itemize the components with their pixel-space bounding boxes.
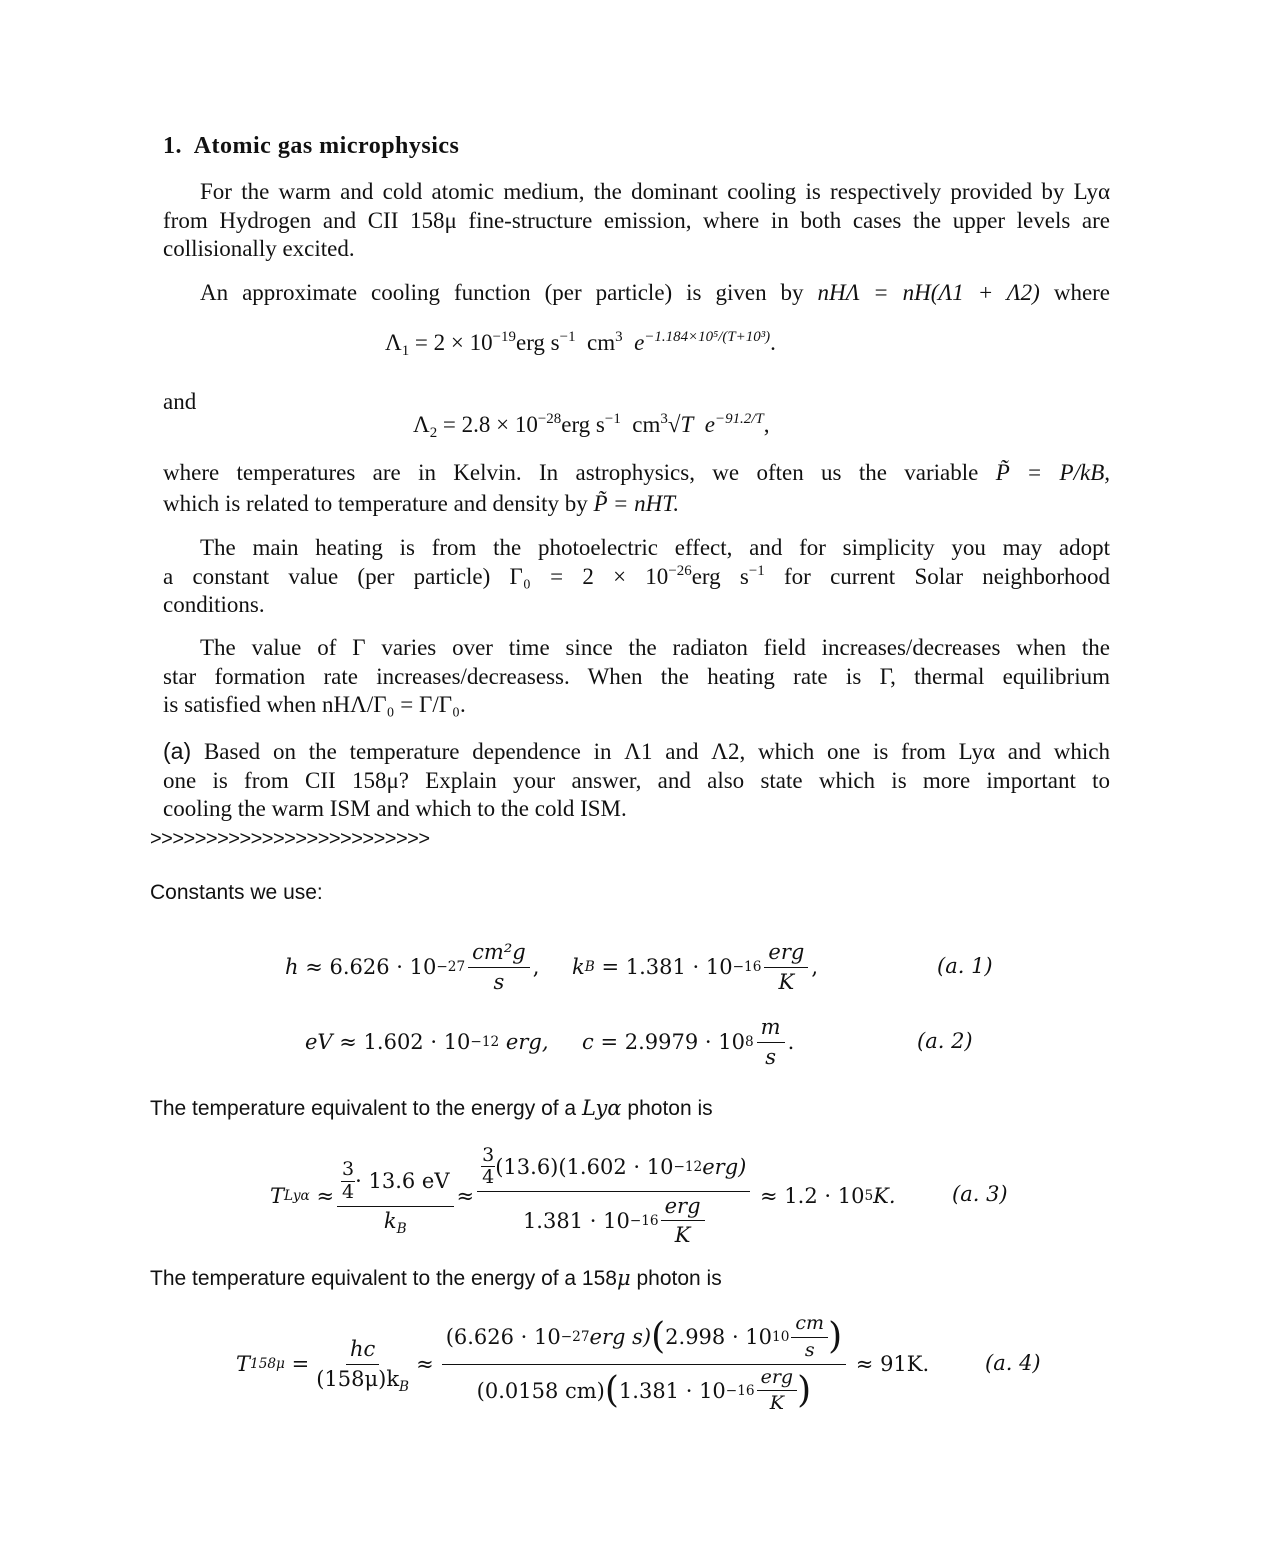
heating-line3: conditions.	[163, 592, 265, 617]
lya-label-math: Lyα	[581, 1096, 622, 1120]
lambda2-coefficient: = 2.8 × 10	[442, 412, 538, 437]
and-text: and	[163, 389, 197, 414]
a4-lhs-sub: 158μ	[250, 1356, 285, 1372]
a1-h-num: cm²g	[472, 940, 526, 965]
lambda2-exponent: −28	[537, 411, 562, 428]
mu-label-end: photon is	[636, 1267, 722, 1290]
heating-units-exp: −1	[748, 562, 765, 579]
lambda2-cm: cm	[632, 412, 661, 437]
paragraph-cooling-intro: For the warm and cold atomic medium, the dominant cooling is respectively provided by Lyα from Hydrogen and CII 158μ fine-structure emission, where in both cases the upper levels are collisionally excited.	[163, 179, 1110, 261]
a4-K: K	[769, 1392, 784, 1415]
equation-a2-c: c = 2.9979 · 10 8 $\frac{m}{s}$ .	[582, 1015, 795, 1069]
lambda1-symbol: Λ	[385, 330, 402, 355]
mu-label	[150, 1266, 722, 1291]
heating-gamma0-exp: −26	[668, 562, 692, 579]
section-title: Atomic gas microphysics	[193, 133, 460, 159]
lambda2-e: e	[704, 412, 716, 437]
constants-label: Constants we use:	[150, 881, 323, 904]
a2-c-den: s	[765, 1044, 776, 1069]
mu-label-math: μ	[616, 1266, 631, 1290]
a3-fraction2: $\frac{3}{4}$ (13.6)(1.602 · 10 −12 erg) 1.381 · 10 −16 $\frac{\text{erg}}{K}$	[477, 1145, 750, 1248]
a4-erg: erg	[760, 1365, 794, 1388]
gamma-line2: star formation rate increases/decreasess. When the heating rate is Γ, thermal equilibrium	[163, 663, 1110, 689]
equation-tag-a2: (a. 2)	[917, 1029, 973, 1053]
a3-frac1-num: · 13.6 eV	[355, 1169, 450, 1194]
equation-a1-kb: k B = 1.381 · 10 −16 $\frac{\text{erg}}{K}$ ,	[572, 940, 818, 994]
paragraph-cooling-function	[163, 279, 1110, 308]
a1-kb-num: erg	[768, 940, 805, 965]
a3-lhs-sub: Lyα	[284, 1188, 310, 1204]
heating-line2-end: for current Solar neighborhood	[784, 563, 1110, 589]
mu-label-text: The temperature equivalent to the energy of a 158	[150, 1267, 617, 1290]
equation-lambda2	[413, 411, 770, 442]
a2-ev-unit: erg,	[505, 1030, 549, 1054]
question-a-line3: cooling the warm ISM and which to the cold ISM.	[163, 796, 627, 821]
a4-fraction2: (6.626 · 10 −27 erg s) ( 2.998 · 10 10 $\frac{cm}{s}$ ) (0.0158 cm) ( 1.381 · 10 −16 $\frac{\text{erg}}{K}$ )	[442, 1313, 846, 1415]
lambda1-cm: cm	[587, 330, 616, 355]
gamma-line3: is satisfied when nHΛ/Γ₀ = Γ/Γ₀.	[163, 692, 466, 717]
question-a-line1: Based on the temperature dependence in Λ1 and Λ2, which one is from Lyα and which	[203, 739, 1111, 764]
lambda2-e-exponent: −91.2/T	[715, 411, 764, 428]
lambda2-cm-exponent: 3	[660, 411, 668, 428]
question-a	[163, 737, 1110, 824]
lambda1-exponent: −19	[492, 329, 516, 346]
paragraph-heating	[163, 534, 1110, 620]
equation-lambda1	[385, 329, 776, 360]
heating-units: erg s	[691, 563, 749, 589]
lambda2-units-exponent: −1	[604, 411, 621, 428]
cooling-function-where: where	[1053, 280, 1111, 305]
a4-num-a-end: erg s)	[589, 1325, 652, 1350]
paragraph-gamma-variation	[163, 634, 1110, 720]
a1-kb-den: K	[778, 969, 795, 994]
equation-a3: T Lyα ≈ $\frac{3}{4}$ · 13.6 eV $k_B$ ≈ $\frac{3}{4}$ (13.6)(1.602 · 10 −12 erg) 1.381 · 10 −16 $\frac{\text{erg}}{K}$ ≈ 1.2 · 10 5 K.	[270, 1143, 896, 1248]
a3-frac2-num: (13.6)(1.602 · 10	[495, 1154, 674, 1179]
equation-a4: T 158μ = $\frac{hc}{(158\mu)k_B}$ ≈ (6.626 · 10 −27 erg s) ( 2.998 · 10 10 $\frac{cm}{s}$ ) (0.0158 cm) ( 1.381 · 10 −16 $\frac{\text{erg}}{K}$ ) ≈ 91K.	[236, 1311, 930, 1415]
heating-line2	[163, 563, 1110, 592]
a4-num-a: (6.626 · 10	[445, 1325, 561, 1350]
a4-s: s	[804, 1338, 815, 1361]
a4-result: ≈ 91K.	[855, 1352, 930, 1376]
a4-cm: cm	[795, 1311, 825, 1334]
a4-lhs: T	[236, 1352, 251, 1376]
a3-four: 4	[342, 1180, 355, 1203]
equation-a1-h: h ≈ 6.626 · 10 −27 $\frac{\text{cm²g}}{s}$ ,	[285, 940, 540, 994]
lambda1-units: erg s	[515, 330, 560, 355]
a4-den-a: (0.0158 cm)	[476, 1378, 605, 1403]
question-a-label: (a)	[163, 738, 192, 764]
cooling-function-text: An approximate cooling function (per particle) is given by	[200, 280, 804, 305]
a3-result: ≈ 1.2 · 10	[760, 1184, 865, 1208]
a3-frac1-den: k	[383, 1208, 397, 1233]
question-a-line2: one is from CII 158μ? Explain your answer, and also state which is more important to	[163, 767, 1110, 793]
lambda1-subscript: 1	[401, 343, 410, 360]
a3-lhs: T	[270, 1184, 285, 1208]
a3-result-end: K.	[873, 1184, 896, 1208]
a2-c-num: m	[760, 1015, 781, 1040]
cooling-function-math: nHΛ = nH(Λ1 + Λ2)	[817, 280, 1040, 305]
a4-frac1-num: hc	[349, 1337, 376, 1362]
a4-fraction1: $\frac{hc}{(158\mu)k_B}$	[316, 1337, 410, 1395]
lambda1-coefficient: = 2 × 10	[414, 330, 493, 355]
a1-h-den: s	[493, 969, 505, 994]
lambda2-symbol: Λ	[413, 412, 430, 437]
a4-frac1-den: (158μ)k	[316, 1366, 400, 1391]
a1-kb-value: = 1.381 · 10	[601, 955, 733, 979]
equation-tag-a4: (a. 4)	[985, 1351, 1041, 1375]
equation-tag-a3: (a. 3)	[952, 1182, 1008, 1206]
gamma-line1: The value of Γ varies over time since the radiaton field increases/decreases when the	[200, 635, 1110, 660]
lambda2-subscript: 2	[429, 425, 438, 442]
a4-den-b: 1.381 · 10	[618, 1378, 726, 1403]
lambda1-cm-exponent: 3	[615, 329, 623, 346]
paragraph-pressure	[163, 459, 1110, 518]
a3-frac2-den: 1.381 · 10	[522, 1208, 630, 1233]
a3-fraction1: $\frac{3}{4}$ · 13.6 eV $k_B$	[337, 1159, 453, 1233]
equation-tag-a1: (a. 1)	[937, 954, 993, 978]
lya-label-text: The temperature equivalent to the energy of a	[150, 1097, 577, 1120]
a3-three: 3	[342, 1158, 355, 1181]
pressure-math2: P̃ = nHT.	[593, 490, 680, 516]
pressure-line2: which is related to temperature and density by	[163, 490, 588, 516]
lambda1-e: e	[634, 330, 645, 355]
section-heading	[163, 133, 459, 160]
a1-kb-symbol: k	[572, 955, 585, 979]
lambda1-units-exponent: −1	[559, 329, 576, 346]
a4-num-b: 2.998 · 10	[665, 1325, 773, 1350]
section-number: 1.	[163, 133, 182, 159]
pressure-math1: P̃ = P/kB,	[995, 460, 1110, 485]
answer-separator: >>>>>>>>>>>>>>>>>>>>>>>>>	[150, 828, 430, 850]
a3-frac2-num-end: erg)	[702, 1154, 747, 1179]
pressure-line1: where temperatures are in Kelvin. In astrophysics, we often us the variable	[163, 460, 979, 485]
a1-kb-sub: B	[584, 959, 595, 975]
lya-label	[150, 1096, 713, 1121]
lambda2-sqrt-t: √T	[667, 412, 694, 437]
lambda2-end: ,	[763, 412, 770, 437]
lambda1-end: .	[770, 330, 776, 355]
lambda1-e-exponent: −1.184×10⁵/(T+10³)	[644, 329, 771, 346]
lambda2-units: erg s	[561, 412, 605, 437]
equation-a2-ev: eV ≈ 1.602 · 10 −12 erg,	[305, 1030, 549, 1054]
heating-line1: The main heating is from the photoelectric effect, and for simplicity you may adopt	[200, 535, 1110, 560]
heating-gamma0: a constant value (per particle) Γ₀ = 2 × 10	[163, 563, 669, 589]
lya-label-end: photon is	[627, 1097, 713, 1120]
